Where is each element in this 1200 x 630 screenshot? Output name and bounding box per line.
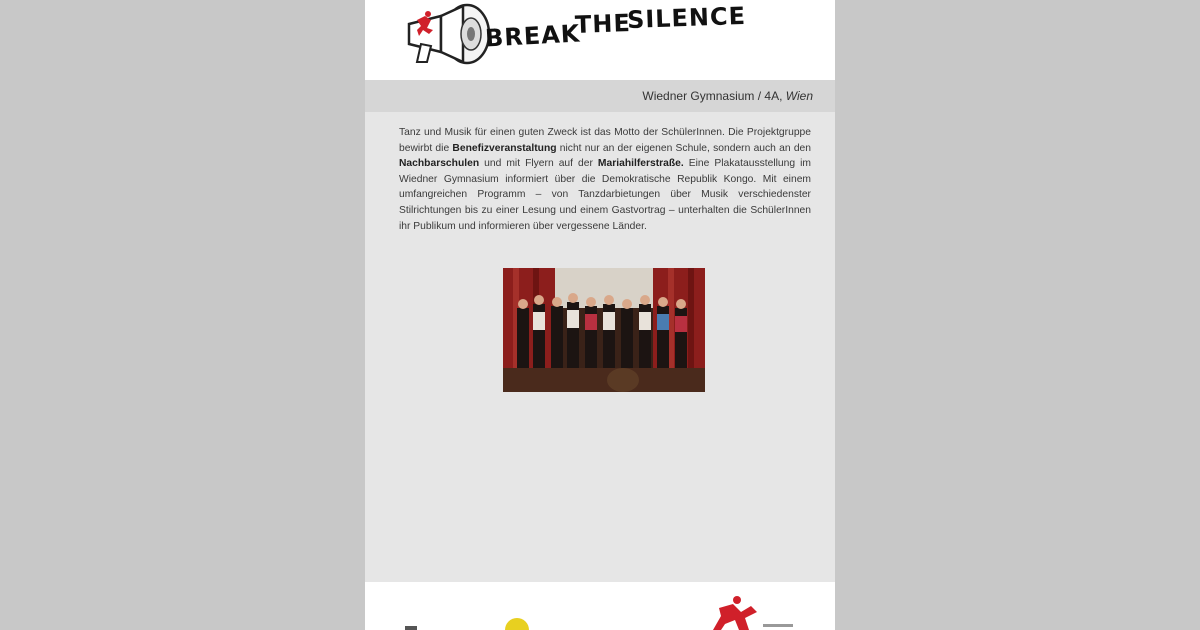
msf-logo-icon [713,596,757,630]
article-part-1: Tanz und Musik für einen guten Zweck ist das Motto der SchülerInnen. Die Projektgruppe bewirbt die [399,127,811,154]
footer [365,582,835,630]
article-bold-3: Mariahilferstraße. [597,158,684,170]
article-bold-2: Nachbarschulen [399,158,480,170]
megaphone-icon [401,2,491,68]
logo-word-the: THE [574,9,632,39]
event-photo [503,268,705,392]
school-name: Wiedner Gymnasium / 4A, [642,89,783,103]
article-part-2: nicht nur an der eigenen Schule, sondern auch an den [556,142,811,154]
article-part-4: Eine Plakatausstellung im Wiedner Gymnasium informiert über die Demokratische Republik Kongo. Mit einem umfangreichen Programm – von Tanzdarbietungen über Musik verschiedenster Stilrichtungen bis zu einer Lesung und einem Gastvortrag – unterhalten die SchülerInnen ihr Publikum und informieren über vergessene Länder. [399,158,811,232]
stage-photo-graphic [503,268,705,392]
school-city: Wien [785,89,813,103]
msf-logo-text-mark [763,624,793,627]
school-bar [365,80,835,112]
footer-logos [365,582,835,630]
logo-word-silence: SILENCE [626,1,747,35]
school-label [642,89,813,103]
article-text [399,125,811,234]
header [365,0,835,80]
article-bold-1: Benefizveranstaltung [452,142,557,154]
yellow-logo-icon [505,618,529,630]
article-part-3: und mit Flyern auf der [479,158,598,170]
footer-mark-left [405,626,417,630]
poster-page [365,0,835,630]
logo-word-break: BREAK [484,19,582,53]
